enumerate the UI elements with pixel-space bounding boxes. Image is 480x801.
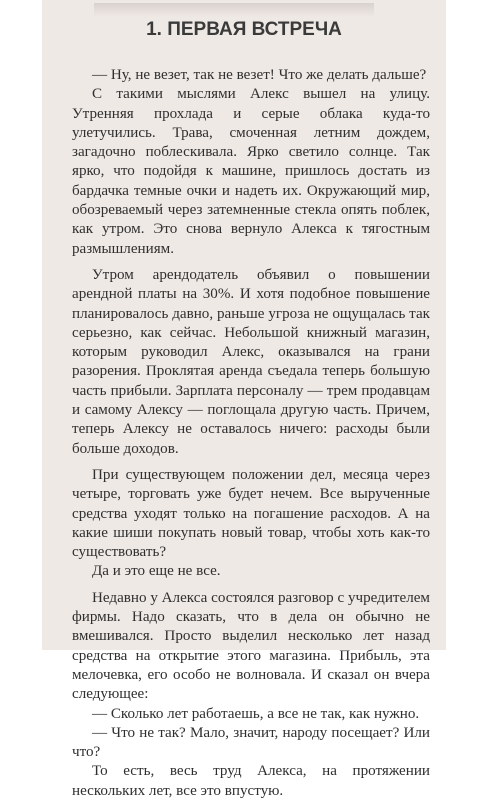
body-text bbox=[72, 66, 430, 801]
paragraph: — Сколько лет работаешь, а все не так, как нужно. bbox=[92, 705, 420, 722]
paragraph: То есть, весь труд Алекса, на протяжении нескольких лет, все это впустую. bbox=[72, 763, 430, 799]
header-shadow bbox=[94, 3, 374, 17]
book-page bbox=[42, 0, 446, 799]
paragraph: Недавно у Алекса состоялся разговор с учредителем фирмы. Надо сказать, что в дела он обычно не вмешивался. Просто выделил несколько лет назад средства на открытие этого магазина. Прибыль, эта мелочевка, его особо не волновала. И сказал он вчера следующее: bbox=[72, 589, 430, 703]
paragraph: Утром арендодатель объявил о повышении арендной платы на 30%. И хотя подобное повышение планировалось давно, раньше угроза не ощущалась так серьезно, как сейчас. Небольшой книжный магазин, которым руководил Алекс, оказывался на грани разорения. Проклятая аренда съедала теперь большую часть прибыли. Зарплата персоналу — трем продавцам и самому Алексу — поглощала другую часть. Причем, теперь Алексу не оставалось ничего: расходы были больше доходов. bbox=[72, 266, 430, 457]
paragraph: С такими мыслями Алекс вышел на улицу. Утренняя прохлада и серые облака куда-то улетучились. Трава, смоченная летним дождем, загадочно поблескивала. Ярко светило солнце. Так ярко, что подойдя к машине, пришлось достать из бардачка темные очки и надеть их. Окружающий мир, обозреваемый через затемненные стекла опять поблек, как утром. Это снова вернуло Алекса к тягостным размышлениям. bbox=[72, 86, 430, 257]
paragraph: При существующем положении дел, месяца через четыре, торговать уже будет нечем. Все вырученные средства уходят только на погашение расходов. А на какие шиши покупать новый товар, чтобы хоть как-то существовать? bbox=[72, 466, 430, 561]
paragraph: Да и это еще не все. bbox=[92, 563, 221, 580]
paragraph: — Ну, не везет, так не везет! Что же делать дальше? bbox=[92, 67, 427, 83]
chapter-title: 1. ПЕРВАЯ ВСТРЕЧА bbox=[146, 19, 342, 40]
paragraph: — Что не так? Мало, значит, народу посещает? Или что? bbox=[72, 724, 430, 761]
